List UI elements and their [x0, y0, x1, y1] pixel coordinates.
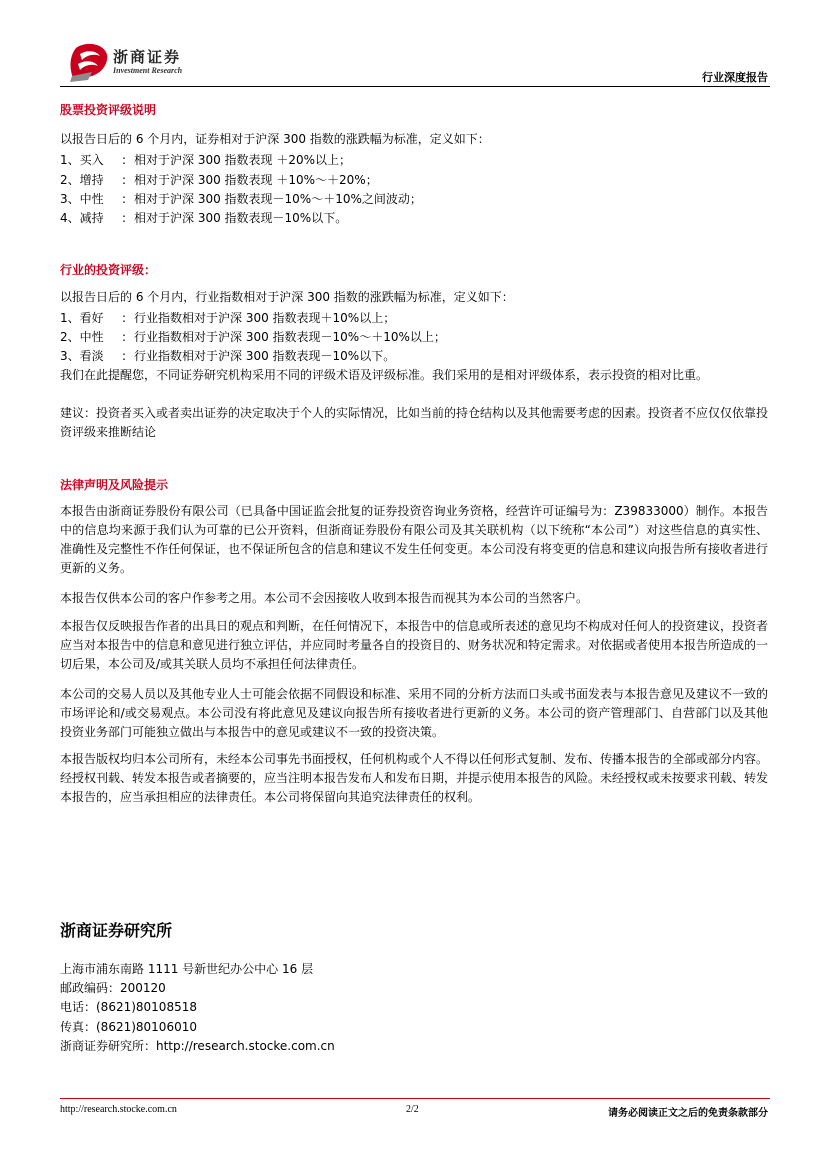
industry-rating-item: 1、看好 : 行业指数相对于沪深 300 指数表现＋10%以上；: [60, 311, 396, 325]
legal-paragraph: 本报告仅反映报告作者的出具日的观点和判断，在任何情况下，本报告中的信息或所表述的意见均不构成对任何人的投资建议，投资者应当对本报告中的信息和意见进行独立评估，并应同时考量各自的投资目的、财务状况和特定需求。对依据或者使用本报告所造成的一切后果，本公司及/或其关联人员均不承担任何法律责任。: [60, 619, 769, 671]
legal-paragraph: 本公司的交易人员以及其他专业人士可能会依据不同假设和标准、采用不同的分析方法而口头或书面发表与本报告意见及建议不一致的市场评论和/或交易观点。本公司没有将此意见及建议向报告所有接收者进行更新的义务。本公司的资产管理部门、自营部门以及其他投资业务部门可能独立做出与本报告中的意见或建议不一致的投资决策。: [60, 687, 769, 739]
stock-rating-title: 股票投资评级说明: [60, 103, 157, 117]
rating-label: 2、中性: [60, 330, 104, 344]
rating-desc: 相对于沪深 300 指数表现 ＋10%～＋20%；: [134, 173, 378, 187]
stock-rating-item: 3、中性 : 相对于沪深 300 指数表现－10%～＋10%之间波动；: [60, 192, 422, 206]
disclaimer-notice: 请务必阅读正文之后的免责条款部分: [608, 1108, 768, 1119]
document-type: 行业深度报告: [702, 71, 768, 84]
page-header: [60, 36, 770, 88]
logo-company-name: 浙商证券: [113, 48, 182, 66]
industry-rating-item: 3、看淡 : 行业指数相对于沪深 300 指数表现－10%以下。: [60, 349, 396, 363]
stock-rating-item: 1、买入 : 相对于沪深 300 指数表现 ＋20%以上；: [60, 153, 352, 167]
stock-rating-intro: 以报告日后的 6 个月内，证券相对于沪深 300 指数的涨跌幅为标准，定义如下：: [60, 132, 490, 146]
logo-tagline: Investment Research: [113, 66, 183, 75]
footer-divider: [60, 1098, 770, 1099]
legal-paragraph: 本报告版权均归本公司所有，未经本公司事先书面授权，任何机构或个人不得以任何形式复制、发布、传播本报告的全部或部分内容。经授权刊载、转发本报告或者摘要的，应当注明本报告发布人和发布日期，并提示使用本报告的风险。未经授权或未按要求刊载、转发本报告的，应当承担相应的法律责任。本公司将保留向其追究法律责任的权利。: [60, 752, 769, 804]
industry-rating-item: 2、中性 : 行业指数相对于沪深 300 指数表现－10%～＋10%以上；: [60, 330, 446, 344]
org-website[interactable]: 浙商证券研究所：http://research.stocke.com.cn: [60, 1039, 335, 1053]
rating-label: 4、减持: [60, 211, 104, 225]
rating-label: 3、看淡: [60, 349, 104, 363]
industry-rating-intro: 以报告日后的 6 个月内，行业指数相对于沪深 300 指数的涨跌幅为标准，定义如下：: [60, 290, 514, 304]
industry-rating-title: 行业的投资评级：: [60, 263, 157, 277]
rating-desc: 行业指数相对于沪深 300 指数表现－10%～＋10%以上；: [134, 330, 446, 344]
rating-desc: 行业指数相对于沪深 300 指数表现＋10%以上；: [134, 311, 396, 325]
legal-paragraph: 本报告仅供本公司的客户作参考之用。本公司不会因接收人收到本报告而视其为本公司的当然客户。: [60, 591, 589, 605]
rating-label: 2、增持: [60, 173, 104, 187]
page-number: 2/2: [406, 1104, 419, 1115]
org-postcode: 邮政编码：200120: [60, 981, 166, 995]
company-logo-icon: [66, 42, 110, 82]
rating-desc: 相对于沪深 300 指数表现－10%～＋10%之间波动；: [134, 192, 422, 206]
rating-desc: 相对于沪深 300 指数表现 ＋20%以上；: [134, 153, 352, 167]
legal-paragraph: 本报告由浙商证券股份有限公司（已具备中国证监会批复的证券投资咨询业务资格，经营许可证编号为：Z39833000）制作。本报告中的信息均来源于我们认为可靠的已公开资料，但浙商证券股份有限公司及其关联机构（以下统称“本公司”）对这些信息的真实性、准确性及完整性不作任何保证，也不保证所包含的信息和建议不发生任何变更。本公司没有将变更的信息和建议向报告所有接收者进行更新的义务。: [60, 504, 769, 575]
rating-label: 1、买入: [60, 153, 104, 167]
legal-title: 法律声明及风险提示: [60, 478, 169, 492]
org-fax: 传真：(8621)80106010: [60, 1020, 197, 1034]
org-address: 上海市浦东南路 1111 号新世纪办公中心 16 层: [60, 962, 314, 976]
org-phone: 电话：(8621)80108518: [60, 1000, 197, 1014]
rating-note: 我们在此提醒您，不同证券研究机构采用不同的评级术语及评级标准。我们采用的是相对评级体系，表示投资的相对比重。: [60, 368, 709, 382]
rating-label: 1、看好: [60, 311, 104, 325]
footer-url[interactable]: http://research.stocke.com.cn: [60, 1104, 177, 1115]
org-title: 浙商证券研究所: [60, 921, 173, 940]
header-divider: [60, 86, 770, 87]
rating-label: 3、中性: [60, 192, 104, 206]
investment-advice: 建议：投资者买入或者卖出证券的决定取决于个人的实际情况，比如当前的持仓结构以及其他需要考虑的因素。投资者不应仅仅依靠投资评级来推断结论: [60, 406, 769, 439]
rating-desc: 相对于沪深 300 指数表现－10%以下。: [134, 211, 348, 225]
rating-desc: 行业指数相对于沪深 300 指数表现－10%以下。: [134, 349, 396, 363]
stock-rating-item: 4、减持 : 相对于沪深 300 指数表现－10%以下。: [60, 211, 348, 225]
stock-rating-item: 2、增持 : 相对于沪深 300 指数表现 ＋10%～＋20%；: [60, 173, 378, 187]
